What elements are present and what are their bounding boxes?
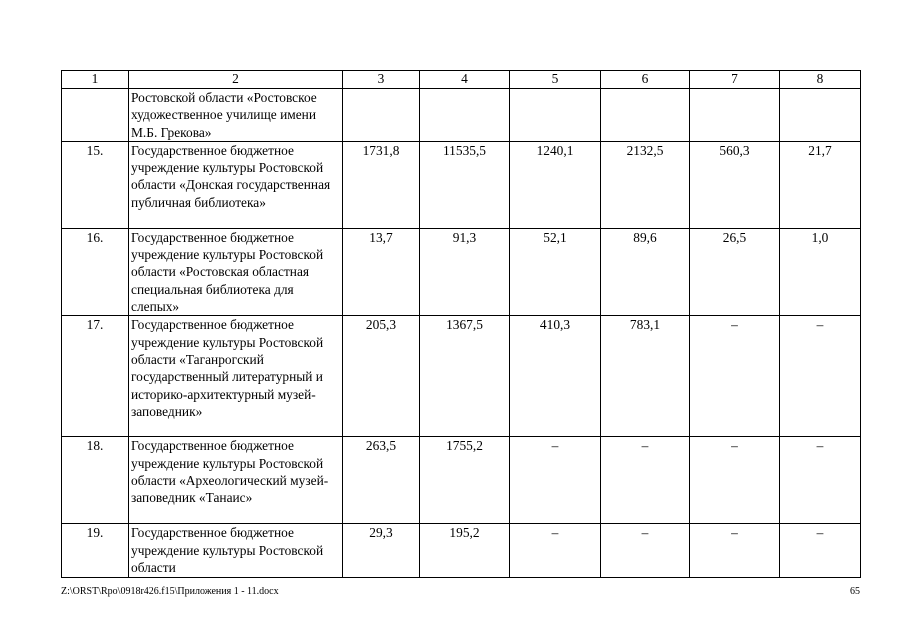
value-cell: – bbox=[510, 437, 601, 524]
value-cell: 91,3 bbox=[420, 228, 510, 315]
table-row bbox=[62, 524, 861, 578]
institution-name: Государственное бюджетное учреждение культуры Ростовской области «Ростовская областная специальная библиотека для слепых» bbox=[129, 228, 343, 315]
value-cell: – bbox=[601, 524, 690, 578]
value-cell: 2132,5 bbox=[601, 141, 690, 228]
row-number: 15. bbox=[62, 141, 129, 228]
header-cell: 6 bbox=[601, 71, 690, 89]
header-cell: 7 bbox=[690, 71, 780, 89]
footer-page-number: 65 bbox=[850, 586, 860, 597]
header-cell: 2 bbox=[129, 71, 343, 89]
value-cell: 205,3 bbox=[343, 316, 420, 437]
value-cell: – bbox=[780, 524, 861, 578]
table-row bbox=[62, 89, 861, 142]
value-cell bbox=[780, 89, 861, 142]
row-number: 18. bbox=[62, 437, 129, 524]
value-cell: – bbox=[690, 524, 780, 578]
table-row bbox=[62, 437, 861, 524]
value-cell: – bbox=[690, 316, 780, 437]
value-cell: 410,3 bbox=[510, 316, 601, 437]
value-cell: 21,7 bbox=[780, 141, 861, 228]
value-cell: 560,3 bbox=[690, 141, 780, 228]
header-cell: 8 bbox=[780, 71, 861, 89]
header-cell: 3 bbox=[343, 71, 420, 89]
value-cell bbox=[343, 89, 420, 142]
value-cell bbox=[510, 89, 601, 142]
value-cell: 1731,8 bbox=[343, 141, 420, 228]
footer-file-path: Z:\ORST\Rpo\0918r426.f15\Приложения 1 - 11.docx bbox=[61, 586, 279, 597]
value-cell bbox=[601, 89, 690, 142]
value-cell: 89,6 bbox=[601, 228, 690, 315]
row-number bbox=[62, 89, 129, 142]
institution-name: Государственное бюджетное учреждение культуры Ростовской области «Археологический музей-заповедник «Танаис» bbox=[129, 437, 343, 524]
value-cell: 195,2 bbox=[420, 524, 510, 578]
header-cell: 4 bbox=[420, 71, 510, 89]
value-cell: – bbox=[690, 437, 780, 524]
institution-name: Ростовской области «Ростовское художественное училище имени М.Б. Грекова» bbox=[129, 89, 343, 142]
value-cell bbox=[690, 89, 780, 142]
row-number: 17. bbox=[62, 316, 129, 437]
table-row bbox=[62, 141, 861, 228]
value-cell bbox=[420, 89, 510, 142]
institution-name: Государственное бюджетное учреждение культуры Ростовской области bbox=[129, 524, 343, 578]
table-row bbox=[62, 316, 861, 437]
value-cell: 1240,1 bbox=[510, 141, 601, 228]
value-cell: 52,1 bbox=[510, 228, 601, 315]
header-cell: 1 bbox=[62, 71, 129, 89]
header-row bbox=[62, 71, 861, 89]
value-cell: 26,5 bbox=[690, 228, 780, 315]
value-cell: 263,5 bbox=[343, 437, 420, 524]
row-number: 16. bbox=[62, 228, 129, 315]
value-cell: – bbox=[601, 437, 690, 524]
value-cell: 13,7 bbox=[343, 228, 420, 315]
value-cell: 11535,5 bbox=[420, 141, 510, 228]
value-cell: – bbox=[780, 316, 861, 437]
row-number: 19. bbox=[62, 524, 129, 578]
data-table bbox=[61, 70, 861, 578]
value-cell: 29,3 bbox=[343, 524, 420, 578]
value-cell: – bbox=[510, 524, 601, 578]
value-cell: 783,1 bbox=[601, 316, 690, 437]
institution-name: Государственное бюджетное учреждение культуры Ростовской области «Донская государственная публичная библиотека» bbox=[129, 141, 343, 228]
table-row bbox=[62, 228, 861, 315]
value-cell: – bbox=[780, 437, 861, 524]
institution-name: Государственное бюджетное учреждение культуры Ростовской области «Таганрогский государственный литературный и историко-архитектурный музей-заповедник» bbox=[129, 316, 343, 437]
value-cell: 1,0 bbox=[780, 228, 861, 315]
value-cell: 1755,2 bbox=[420, 437, 510, 524]
header-cell: 5 bbox=[510, 71, 601, 89]
value-cell: 1367,5 bbox=[420, 316, 510, 437]
